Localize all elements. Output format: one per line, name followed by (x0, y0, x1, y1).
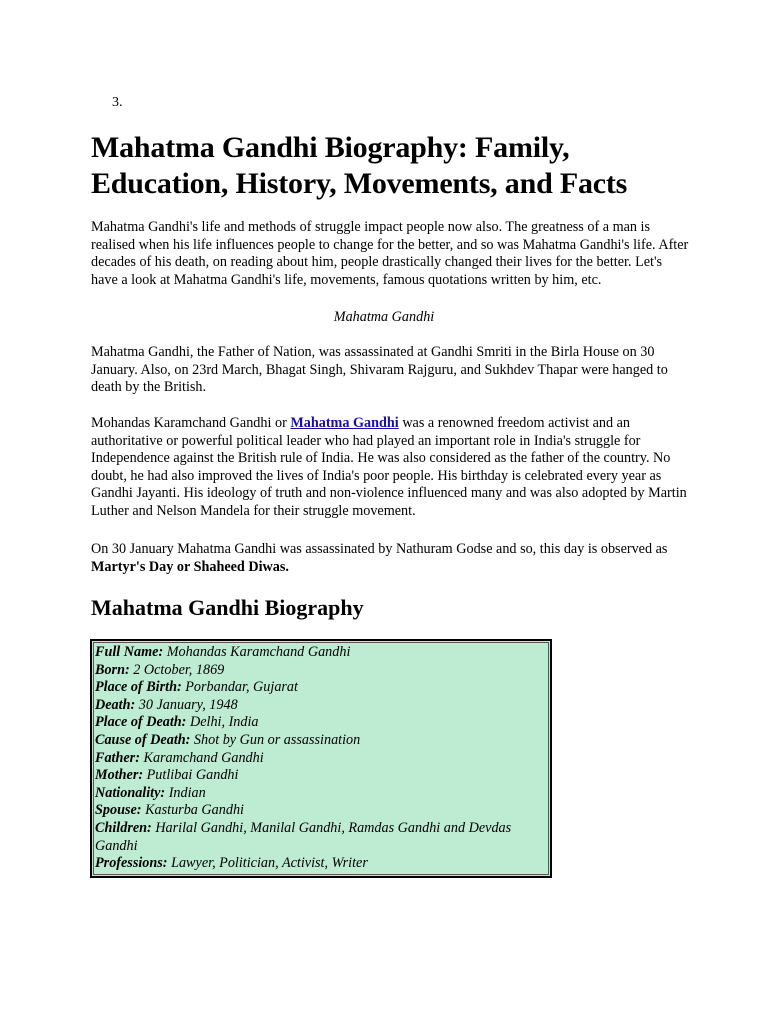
martyr-day-bold: Martyr's Day or Shaheed Diwas. (91, 558, 289, 575)
bio-row (95, 697, 548, 715)
bio-label: Full Name: (95, 644, 164, 660)
bio-value: Delhi, India (186, 714, 259, 731)
martyr-day-paragraph (91, 541, 691, 576)
page-title: Mahatma Gandhi Biography: Family, Education, History, Movements, and Facts (91, 131, 628, 200)
bio-label: Cause of Death: (95, 731, 191, 748)
bio-value: Lawyer, Politician, Activist, Writer (167, 855, 368, 872)
bio-row (95, 679, 548, 697)
bio-row (95, 732, 548, 750)
bio-value: 2 October, 1869 (129, 661, 225, 678)
mahatma-gandhi-link[interactable]: Mahatma Gandhi (290, 415, 399, 431)
mohandas-paragraph (91, 415, 691, 521)
bio-label: Mother: (95, 767, 144, 784)
bio-value: 30 January, 1948 (135, 696, 238, 713)
bio-value: Harilal Gandhi, Manilal Gandhi, Ramdas Gandhi and Devdas Gandhi (95, 819, 512, 854)
bio-label: Professions: (95, 855, 168, 872)
bio-row (95, 714, 548, 732)
biography-section-title: Mahatma Gandhi Biography (91, 595, 364, 620)
mohandas-text-after: was a renowned freedom activist and an authoritative or powerful political leader who had played an important role in India's struggle for Independence against the British rule of India. He was also considered as the father of the country. No doubt, he had also improved the lives of India's poor people. His birthday is celebrated every year as Gandhi Jayanti. His ideology of truth and non-violence influenced many and was also adopted by Martin Luther and Nelson Mandela for their struggle movement. (91, 415, 687, 519)
bio-label: Place of Death: (95, 714, 187, 731)
intro-paragraph: Mahatma Gandhi's life and methods of struggle impact people now also. The greatness of a man is realised when his life influences people to change for the better, and so was Mahatma Gandhi's life. After decades of his death, on reading about him, people drastically changed their lives for the better. Let's have a look at Mahatma Gandhi's life, movements, famous quotations written by him, etc. (91, 219, 689, 288)
bio-value: Kasturba Gandhi (141, 802, 244, 819)
assassination-paragraph: Mahatma Gandhi, the Father of Nation, was assassinated at Gandhi Smriti in the Birla House on 30 January. Also, on 23rd March, Bhagat Singh, Shivaram Rajguru, and Sukhdev Thapar were hanged to death by the British. (91, 344, 668, 396)
bio-label: Death: (95, 696, 136, 713)
bio-row (95, 644, 548, 662)
bio-row (95, 785, 548, 803)
bio-row (95, 802, 548, 820)
bio-label: Children: (95, 819, 152, 836)
biography-box (90, 639, 552, 878)
bio-value: Porbandar, Gujarat (181, 679, 298, 696)
bio-label: Father: (95, 749, 140, 766)
bio-label: Place of Birth: (95, 679, 182, 696)
martyr-text: On 30 January Mahatma Gandhi was assassinated by Nathuram Godse and so, this day is observed as (91, 541, 668, 557)
bio-value: Putlibai Gandhi (143, 767, 239, 784)
bio-value: Karamchand Gandhi (139, 749, 264, 766)
bio-label: Born: (95, 661, 130, 678)
bio-row (95, 750, 548, 768)
bio-row (95, 662, 548, 680)
bio-label: Spouse: (95, 802, 142, 819)
bio-row (95, 767, 548, 785)
image-caption: Mahatma Gandhi (333, 309, 435, 325)
bio-value: Shot by Gun or assassination (190, 731, 361, 748)
list-number: 3. (112, 95, 123, 110)
bio-value: Mohandas Karamchand Gandhi (163, 644, 351, 660)
bio-label: Nationality: (95, 784, 166, 801)
bio-value: Indian (165, 784, 206, 801)
bio-row (95, 855, 548, 873)
bio-row (95, 820, 548, 855)
mohandas-text-before: Mohandas Karamchand Gandhi or (91, 415, 291, 431)
